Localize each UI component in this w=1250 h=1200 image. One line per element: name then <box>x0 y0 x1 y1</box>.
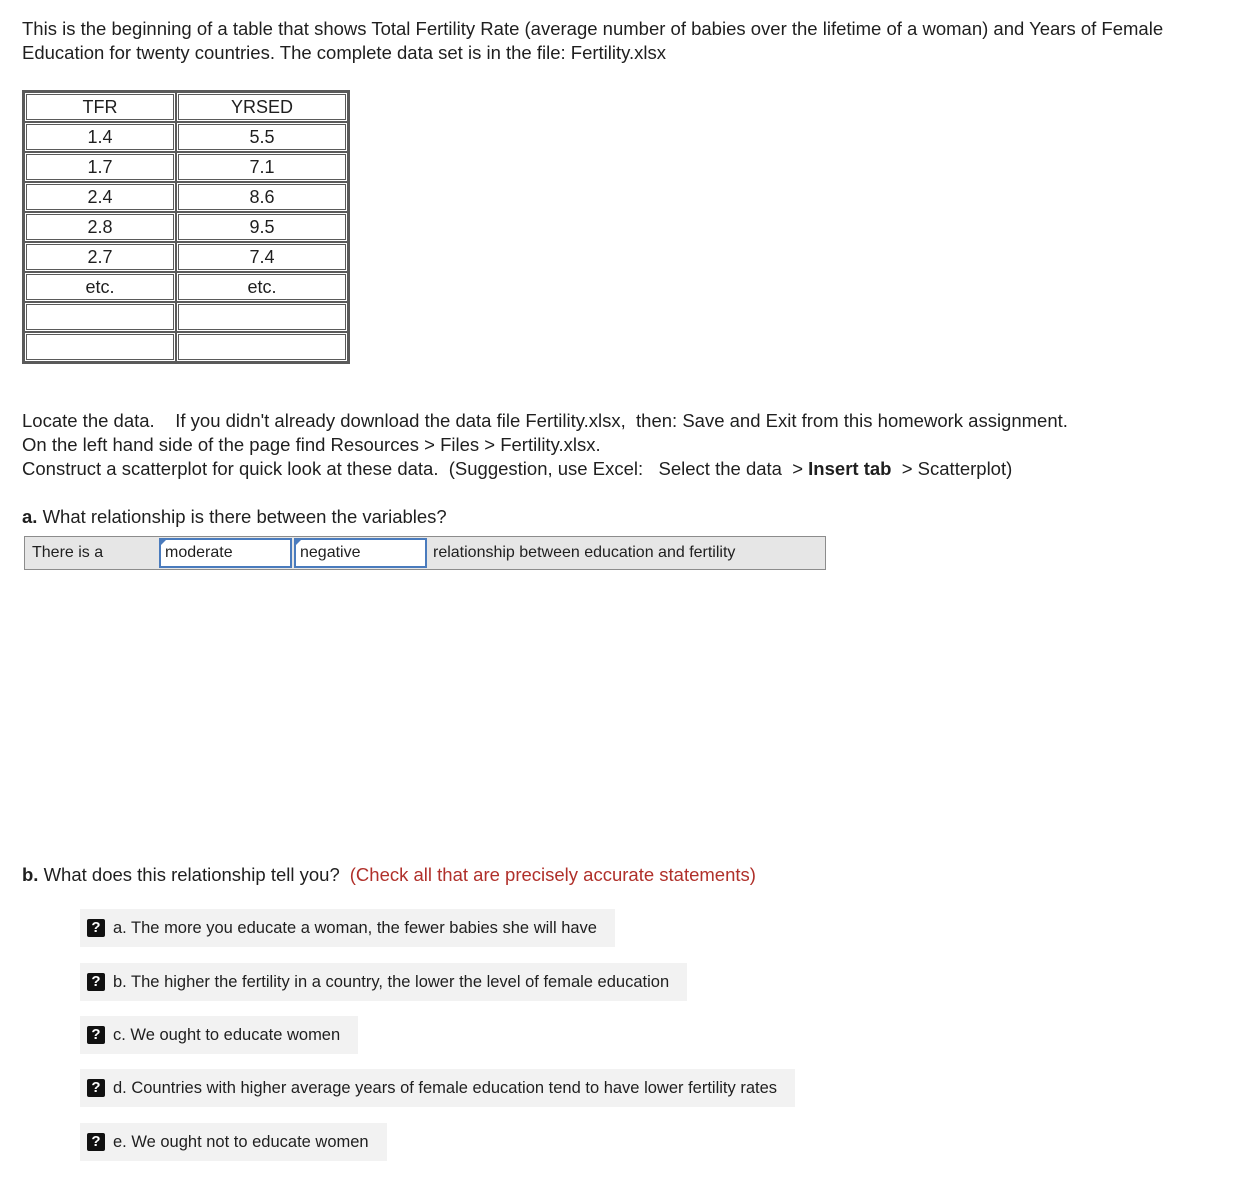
table-row <box>24 152 348 182</box>
table-row <box>24 332 348 362</box>
table-cell <box>176 332 348 362</box>
question-b-note: (Check all that are precisely accurate statements) <box>349 864 756 885</box>
question-b-text: What does this relationship tell you? <box>38 864 340 885</box>
intro-text: This is the beginning of a table that shows Total Fertility Rate (average number of babies over the lifetime of a woman) and Years of Female Education for twenty countries. The complete data set is in the file: Fertility.xlsx <box>22 18 1164 63</box>
data-table <box>22 90 350 364</box>
option-a[interactable] <box>80 909 615 947</box>
question-a-text: What relationship is there between the variables? <box>37 506 447 527</box>
table-row <box>24 272 348 302</box>
option-e[interactable] <box>80 1123 387 1161</box>
table-cell: 1.4 <box>24 122 176 152</box>
table-row <box>24 182 348 212</box>
table-cell <box>24 302 176 332</box>
table-cell <box>24 332 176 362</box>
strength-dropdown[interactable]: moderate <box>159 538 292 568</box>
table-row <box>24 212 348 242</box>
table-cell <box>176 302 348 332</box>
instructions-line-3-end: > Scatterplot) <box>891 458 1013 479</box>
table-cell: 2.8 <box>24 212 176 242</box>
table-cell: etc. <box>24 272 176 302</box>
insert-tab-text: Insert tab <box>808 458 892 479</box>
answer-prefix: There is a <box>32 544 104 561</box>
question-b-letter: b. <box>22 864 39 885</box>
question-mark-icon: ? <box>87 1026 105 1044</box>
table-cell: 5.5 <box>176 122 348 152</box>
option-label: d. Countries with higher average years of female education tend to have lower fertility rates <box>113 1078 778 1097</box>
table-cell: 8.6 <box>176 182 348 212</box>
table-cell: 9.5 <box>176 212 348 242</box>
option-label: e. We ought not to educate women <box>113 1132 369 1151</box>
question-mark-icon: ? <box>87 1133 105 1151</box>
table-header-tfr: TFR <box>24 92 176 122</box>
question-mark-icon: ? <box>87 973 105 991</box>
table-cell: 7.4 <box>176 242 348 272</box>
option-label: b. The higher the fertility in a country, the lower the level of female education <box>113 972 670 991</box>
table-header-yrsed: YRSED <box>176 92 348 122</box>
table-cell: 1.7 <box>24 152 176 182</box>
table-row <box>24 122 348 152</box>
table-header-row <box>24 92 348 122</box>
instructions-line-1: Locate the data. If you didn't already download the data file Fertility.xlsx, then: Save and Exit from this homework assignment. <box>22 410 1068 431</box>
instructions-line-3 <box>22 457 1232 481</box>
question-a-prompt <box>22 505 447 529</box>
instructions-line-3-start: Construct a scatterplot for quick look at these data. (Suggestion, use Excel: Select the data > <box>22 458 809 479</box>
question-a-answer-row <box>24 536 826 570</box>
option-label: a. The more you educate a woman, the fewer babies she will have <box>113 918 597 937</box>
table-cell: 2.7 <box>24 242 176 272</box>
answer-suffix: relationship between education and fertility <box>433 544 736 561</box>
direction-dropdown[interactable]: negative <box>294 538 427 568</box>
table-row <box>24 242 348 272</box>
option-label: c. We ought to educate women <box>113 1025 341 1044</box>
question-mark-icon: ? <box>87 919 105 937</box>
option-d[interactable] <box>80 1069 795 1107</box>
table-cell: 2.4 <box>24 182 176 212</box>
option-b[interactable] <box>80 963 687 1001</box>
instructions-line-2: On the left hand side of the page find Resources > Files > Fertility.xlsx. <box>22 434 601 455</box>
table-cell: 7.1 <box>176 152 348 182</box>
question-a-letter: a. <box>22 506 38 527</box>
table-cell: etc. <box>176 272 348 302</box>
question-b-prompt <box>22 863 756 887</box>
table-row <box>24 302 348 332</box>
question-mark-icon: ? <box>87 1079 105 1097</box>
option-c[interactable] <box>80 1016 358 1054</box>
instructions <box>22 409 1232 481</box>
